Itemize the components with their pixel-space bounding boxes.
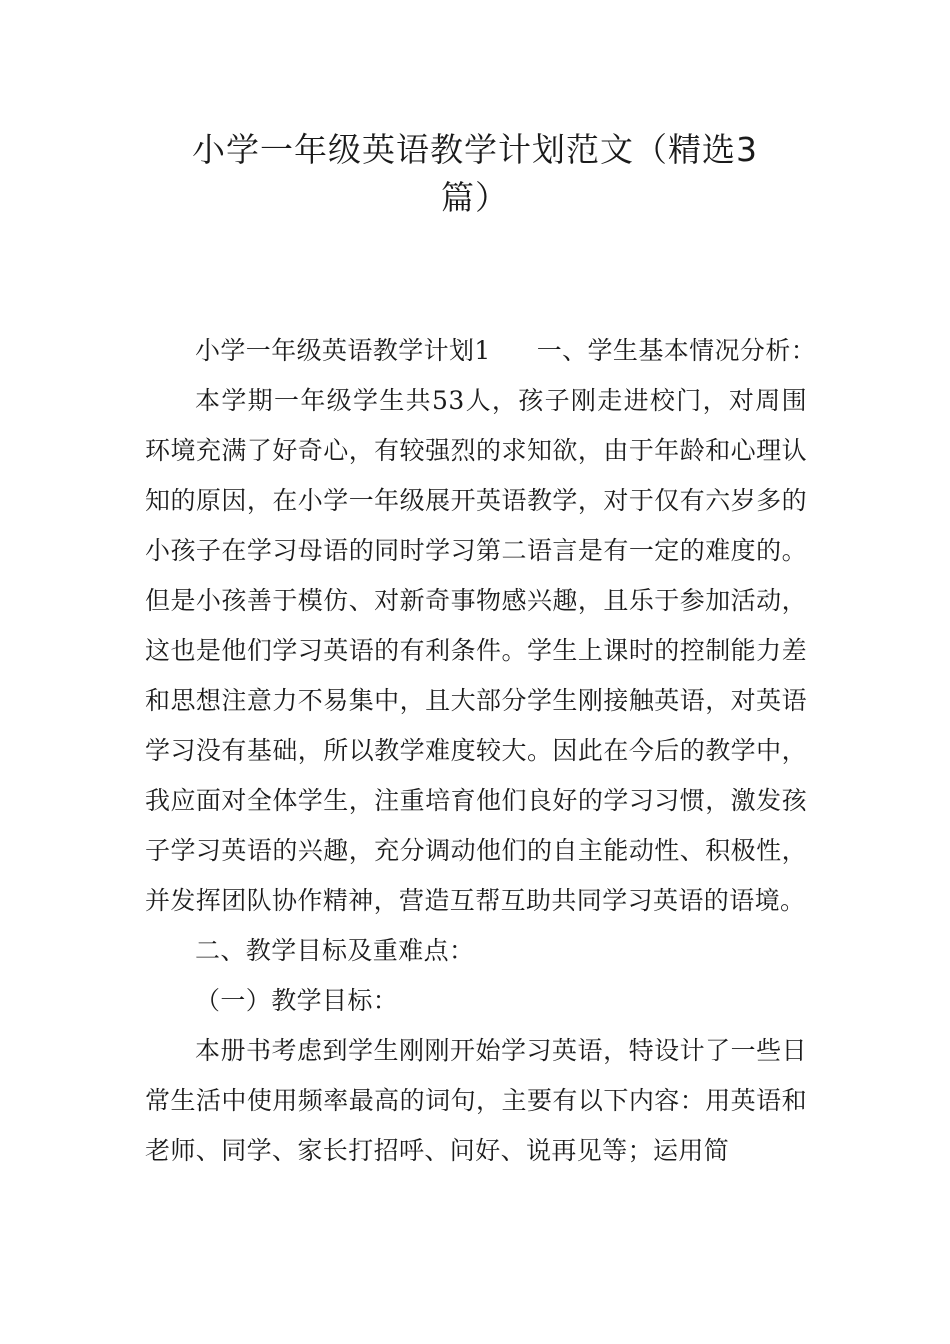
paragraph-teaching-goals: 本册书考虑到学生刚刚开始学习英语，特设计了一些日常生活中使用频率最高的词句，主要有以下内容：用英语和老师、同学、家长打招呼、问好、说再见等；运用简 [145, 1036, 807, 1165]
plan-heading: 小学一年级英语教学计划1 [195, 336, 491, 365]
subsection1-heading: （一）教学目标： [195, 986, 399, 1015]
section1-heading: 一、学生基本情况分析： [536, 336, 817, 365]
document-body [145, 326, 817, 1176]
title-line-1: 小学一年级英语教学计划范文（精选3 [192, 130, 758, 169]
title-line-2: 篇） [441, 178, 509, 217]
plan-heading-line [145, 326, 817, 376]
document-title [120, 126, 830, 222]
paragraph-student-analysis: 本学期一年级学生共53人，孩子刚走进校门，对周围环境充满了好奇心，有较强烈的求知欲，由于年龄和心理认知的原因，在小学一年级展开英语教学，对于仅有六岁多的小孩子在学习母语的同时学习第二语言是有一定的难度的。但是小孩善于模仿、对新奇事物感兴趣，且乐于参加活动，这也是他们学习英语的有利条件。学生上课时的控制能力差和思想注意力不易集中，且大部分学生刚接触英语，对英语学习没有基础，所以教学难度较大。因此在今后的教学中，我应面对全体学生，注重培育他们良好的学习习惯，激发孩子学习英语的兴趣，充分调动他们的自主能动性、积极性，并发挥团队协作精神，营造互帮互助共同学习英语的语境。 [145, 386, 807, 915]
section2-heading: 二、教学目标及重难点： [195, 936, 475, 965]
